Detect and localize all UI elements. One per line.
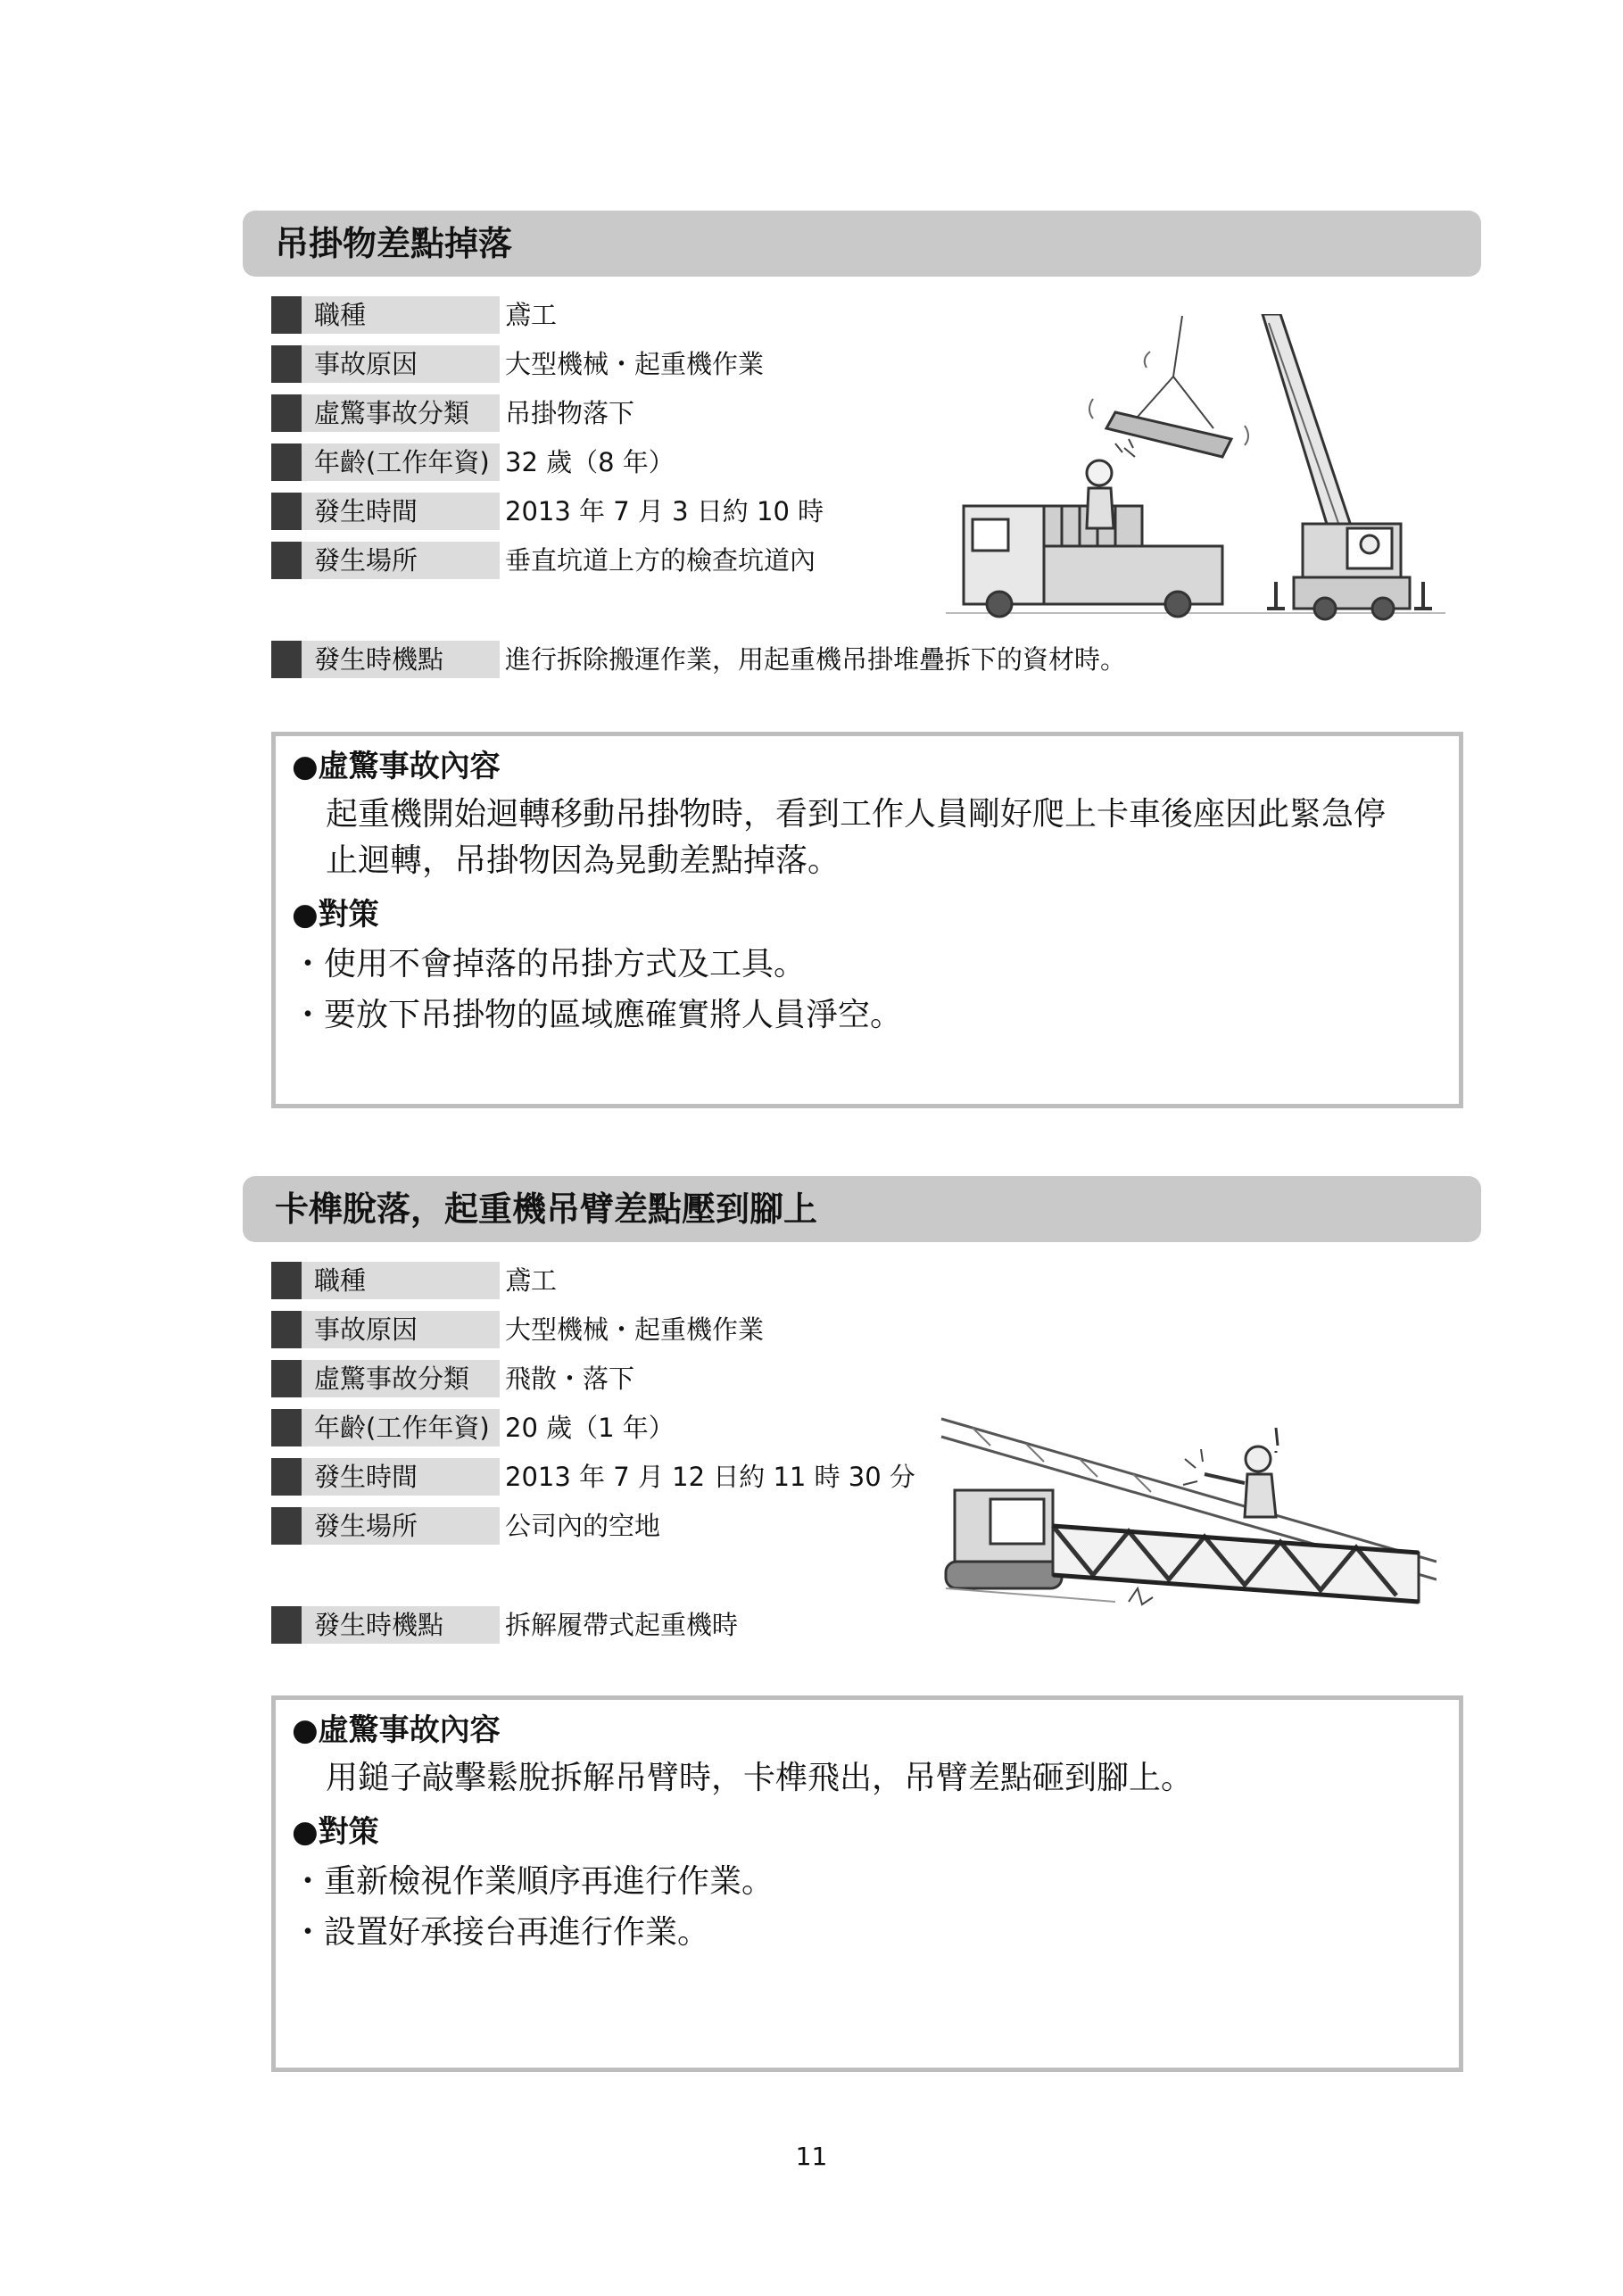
- row-value: 吊掛物落下: [505, 398, 635, 428]
- content-line: 止迴轉，吊掛物因為晃動差點掉落。: [326, 842, 840, 879]
- row-label: 發生場所: [302, 1507, 500, 1545]
- measure-item: ・設置好承接台再進行作業。: [292, 1914, 710, 1951]
- row-value: 2013 年 7 月 3 日約 10 時: [505, 496, 824, 526]
- crawler-crane-illustration: [937, 1410, 1437, 1642]
- row-label: 年齡(工作年資): [302, 443, 500, 481]
- row-label: 發生時機點: [302, 641, 500, 678]
- row-marker: [271, 1606, 302, 1644]
- measure-item: ・要放下吊掛物的區域應確實將人員淨空。: [292, 997, 903, 1033]
- row-value: 進行拆除搬運作業，用起重機吊掛堆疊拆下的資材時。: [505, 644, 1127, 675]
- row-marker: [271, 1507, 302, 1545]
- row-marker: [271, 1262, 302, 1299]
- row-label: 職種: [302, 1262, 500, 1299]
- row-marker: [271, 1409, 302, 1446]
- row-marker: [271, 641, 302, 678]
- content-line: 用鎚子敲擊鬆脫拆解吊臂時，卡榫飛出，吊臂差點砸到腳上。: [326, 1760, 1194, 1796]
- row-marker: [271, 1360, 302, 1397]
- row-label: 職種: [302, 296, 500, 334]
- section-title-2: 卡榫脫落，起重機吊臂差點壓到腳上: [243, 1176, 1481, 1242]
- row-value: 公司內的空地: [505, 1511, 661, 1541]
- page-number: 11: [795, 2142, 828, 2171]
- row-label: 事故原因: [302, 1311, 500, 1348]
- row-marker: [271, 542, 302, 579]
- row-value: 20 歲（1 年）: [505, 1413, 675, 1443]
- row-marker: [271, 296, 302, 334]
- row-label: 發生時機點: [302, 1606, 500, 1644]
- row-marker: [271, 1311, 302, 1348]
- row-value: 2013 年 7 月 12 日約 11 時 30 分: [505, 1462, 915, 1492]
- row-marker: [271, 493, 302, 530]
- measure-item: ・重新檢視作業順序再進行作業。: [292, 1863, 774, 1900]
- row-label: 事故原因: [302, 345, 500, 383]
- near-miss-box-2: [271, 1695, 1463, 2072]
- truck-crane-illustration: [946, 314, 1445, 622]
- row-label: 發生時間: [302, 1458, 500, 1496]
- row-label: 發生場所: [302, 542, 500, 579]
- row-value: 鳶工: [505, 300, 558, 330]
- near-miss-box-1: [271, 732, 1463, 1108]
- row-label: 發生時間: [302, 493, 500, 530]
- row-label: 虛驚事故分類: [302, 394, 500, 432]
- row-label: 虛驚事故分類: [302, 1360, 500, 1397]
- content-heading: ●虛驚事故內容: [292, 1712, 501, 1748]
- row-value: 大型機械・起重機作業: [505, 1314, 765, 1345]
- row-label: 年齡(工作年資): [302, 1409, 500, 1446]
- row-marker: [271, 394, 302, 432]
- measures-heading: ●對策: [292, 897, 379, 932]
- measures-heading: ●對策: [292, 1814, 379, 1850]
- measure-item: ・使用不會掉落的吊掛方式及工具。: [292, 946, 807, 982]
- row-marker: [271, 1458, 302, 1496]
- row-value: 垂直坑道上方的檢查坑道內: [505, 545, 816, 576]
- row-value: 飛散・落下: [505, 1364, 635, 1394]
- row-marker: [271, 345, 302, 383]
- row-value: 鳶工: [505, 1265, 558, 1296]
- row-marker: [271, 443, 302, 481]
- row-value: 拆解履帶式起重機時: [505, 1610, 739, 1640]
- section-title-1: 吊掛物差點掉落: [243, 211, 1481, 277]
- content-heading: ●虛驚事故內容: [292, 749, 501, 784]
- row-value: 大型機械・起重機作業: [505, 349, 765, 379]
- content-line: 起重機開始迴轉移動吊掛物時，看到工作人員剛好爬上卡車後座因此緊急停: [326, 796, 1387, 833]
- row-value: 32 歲（8 年）: [505, 447, 675, 477]
